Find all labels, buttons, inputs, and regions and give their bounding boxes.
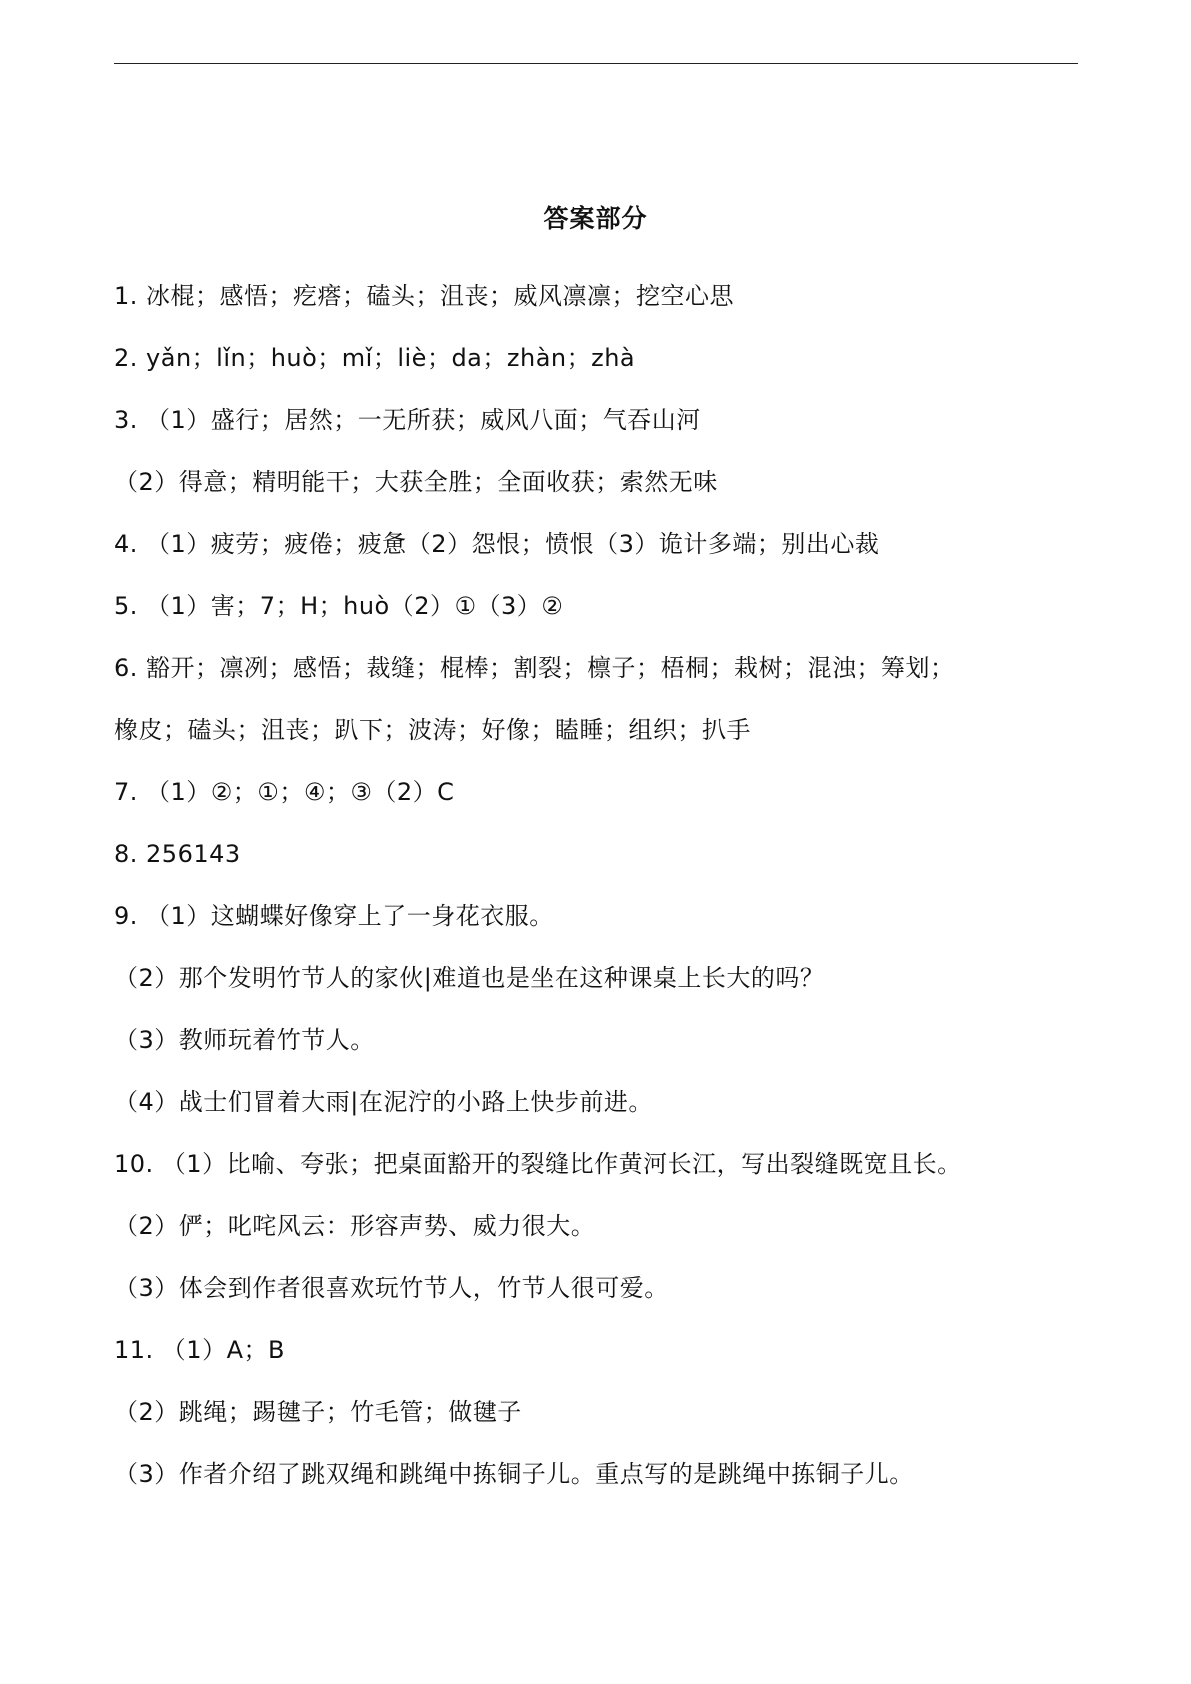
answer-line-4: 4. （1）疲劳；疲倦；疲惫（2）怨恨；愤恨（3）诡计多端；别出心裁	[114, 530, 880, 558]
answer-line-9-2: （2）那个发明竹节人的家伙|难道也是坐在这种课桌上长大的吗？	[114, 964, 825, 992]
answer-line-8: 8. 256143	[114, 840, 241, 868]
answer-line-11-2: （2）跳绳；踢毽子；竹毛管；做毽子	[114, 1398, 522, 1426]
answer-line-11: 11. （1）A；B	[114, 1336, 285, 1364]
header-rule	[114, 63, 1078, 64]
answer-line-9-3: （3）教师玩着竹节人。	[114, 1026, 375, 1054]
answer-line-10-3: （3）体会到作者很喜欢玩竹节人，竹节人很可爱。	[114, 1274, 669, 1302]
answer-line-9-4: （4）战士们冒着大雨|在泥泞的小路上快步前进。	[114, 1088, 653, 1116]
answer-line-3: 3. （1）盛行；居然；一无所获；威风八面；气吞山河	[114, 406, 701, 434]
answer-line-3-2: （2）得意；精明能干；大获全胜；全面收获；索然无味	[114, 468, 718, 496]
answer-line-2: 2. yǎn；lǐn；huò；mǐ；liè；da；zhàn；zhà	[114, 344, 636, 372]
answer-line-7: 7. （1）②；①；④；③（2）C	[114, 778, 455, 806]
answer-line-1: 1. 冰棍；感悟；疙瘩；磕头；沮丧；威风凛凛；挖空心思	[114, 282, 735, 310]
answer-line-9: 9. （1）这蝴蝶好像穿上了一身花衣服。	[114, 902, 554, 930]
answer-line-5: 5. （1）害；7；H；huò（2）①（3）②	[114, 592, 564, 620]
answer-line-10-2: （2）俨；叱咤风云：形容声势、威力很大。	[114, 1212, 596, 1240]
page-title: 答案部分	[543, 204, 648, 233]
answer-line-6-cont: 橡皮；磕头；沮丧；趴下；波涛；好像；瞌睡；组织；扒手	[114, 716, 751, 744]
answer-line-10: 10. （1）比喻、夸张；把桌面豁开的裂缝比作黄河长江，写出裂缝既宽且长。	[114, 1150, 962, 1178]
answer-line-11-3: （3）作者介绍了跳双绳和跳绳中拣铜子儿。重点写的是跳绳中拣铜子儿。	[114, 1460, 914, 1488]
answer-line-6: 6. 豁开；凛冽；感悟；裁缝；棍棒；割裂；檩子；梧桐；栽树；混浊；筹划；	[114, 654, 955, 682]
